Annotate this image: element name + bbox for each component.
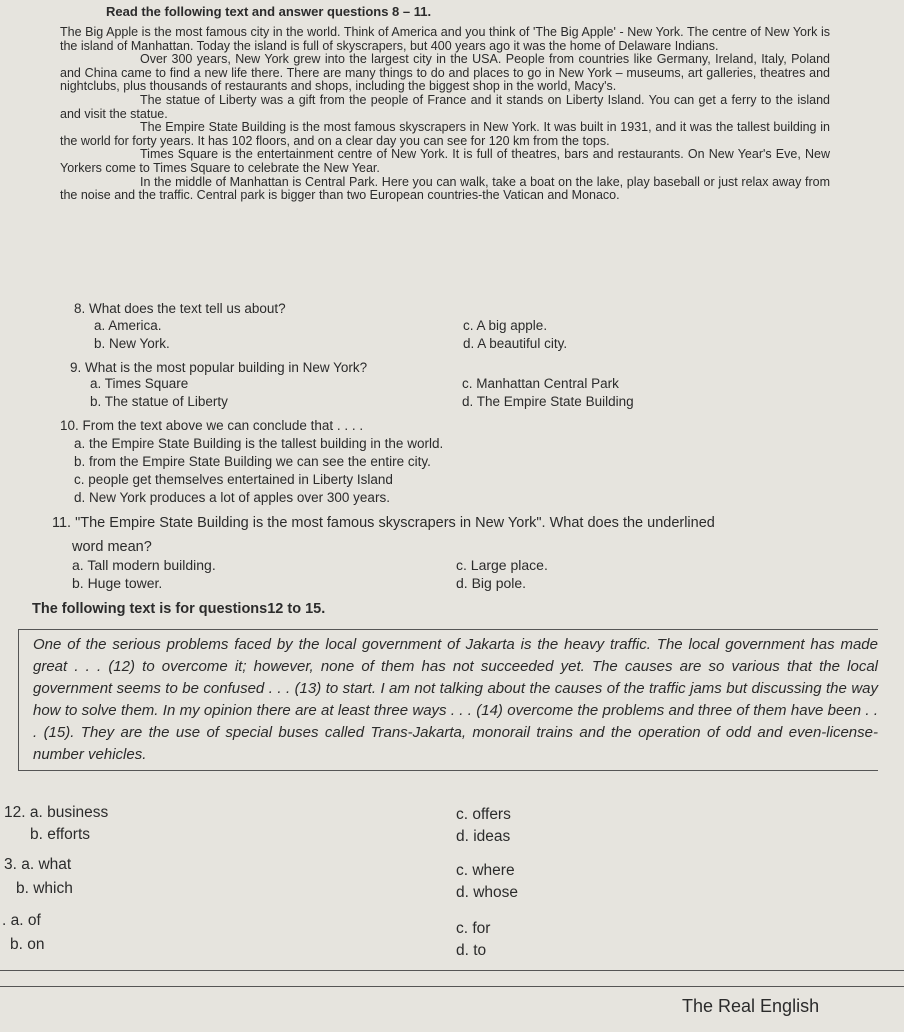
q12-option-b: b. efforts <box>30 826 91 843</box>
passage-paragraph-5: Times Square is the entertainment centre of New York. It is full of theatres, bars and restaurants. On New Year's Eve, New Yorkers come to Times Square to celebrate the New Year. <box>60 147 830 175</box>
q11-option-d: d. Big pole. <box>456 575 527 591</box>
q9-option-d: d. The Empire State Building <box>462 394 634 409</box>
q9-option-b: b. The statue of Liberty <box>90 394 228 409</box>
q14-option-d: d. to <box>456 942 487 959</box>
q14-option-a: . a. of <box>2 912 41 929</box>
q12-option-d: d. ideas <box>456 828 511 845</box>
q11-option-a: a. Tall modern building. <box>72 557 216 573</box>
q11-option-c: c. Large place. <box>456 557 548 573</box>
footer-brand: The Real English <box>682 996 820 1016</box>
q13-option-c: c. where <box>456 862 515 879</box>
q8-option-b: b. New York. <box>94 336 170 351</box>
question-10: 10. From the text above we can conclude that . . . . <box>60 418 364 433</box>
q12-option-a: 12. a. business <box>4 804 109 821</box>
q8-option-d: d. A beautiful city. <box>463 336 568 351</box>
reading-passage <box>60 26 830 203</box>
q13-option-d: d. whose <box>456 884 519 901</box>
question-9: 9. What is the most popular building in New York? <box>70 360 368 375</box>
q10-option-b: b. from the Empire State Building we can see the entire city. <box>74 454 431 469</box>
passage-paragraph-4: The Empire State Building is the most famous skyscrapers in New York. It was built in 1931, and it was the tallest building in the world for forty years. It has 102 floors, and on a clear day you can see for 120 km from the tops. <box>60 120 830 148</box>
question-11-cont: word mean? <box>72 539 152 555</box>
q9-option-a: a. Times Square <box>90 376 189 391</box>
question-11: 11. "The Empire State Building is the most famous skyscrapers in New York". What does the underlined <box>52 515 715 531</box>
q10-option-d: d. New York produces a lot of apples over 300 years. <box>74 490 390 505</box>
text2-box: One of the serious problems faced by the local government of Jakarta is the heavy traffic. The local government has made great . . . (12) to overcome it; however, none of them has not succeeded yet. The causes are so various that the local government seems to be confused . . . (13) to start. I am not talking about the causes of the traffic jams but discussing the way how to solve them. In my opinion there are at least three ways . . . (14) overcome the problems and three of them have been . . . (15). They are the use of special buses called Trans-Jakarta, monorail trains and the operation of odd and even-license-number vehicles. <box>18 629 878 771</box>
q13-option-a: 3. a. what <box>4 856 72 873</box>
q11-option-b: b. Huge tower. <box>72 575 163 591</box>
q10-option-c: c. people get themselves entertained in Liberty Island <box>74 472 393 487</box>
passage-paragraph-6: In the middle of Manhattan is Central Park. Here you can walk, take a boat on the lake, play baseball or just relax away from the noise and the traffic. Central park is bigger than two European countries-the Vatican and Monaco. <box>60 174 830 203</box>
text2-title: The following text is for questions12 to 15. <box>32 601 326 617</box>
divider-line-1 <box>0 970 904 971</box>
question-8: 8. What does the text tell us about? <box>74 301 286 316</box>
passage-paragraph-1: The Big Apple is the most famous city in the world. Think of America and you think of 'The Big Apple' - New York. The centre of New York is the island of Manhattan. Today the island is full of skyscrapers, but 400 years ago it was the home of Delaware Indians. <box>60 25 830 53</box>
instruction-heading: Read the following text and answer questions 8 – 11. <box>106 4 432 19</box>
q9-option-c: c. Manhattan Central Park <box>462 376 619 391</box>
passage-paragraph-2: Over 300 years, New York grew into the largest city in the USA. People from countries like Germany, Ireland, Italy, Poland and China came to find a new life there. There are many things to do and places to go in New York – museums, art galleries, theatres and nightclubs, plus thousands of restaurants and shops, including the biggest shop in the world, Macy's. <box>60 52 830 94</box>
q8-option-c: c. A big apple. <box>463 318 548 333</box>
passage-paragraph-3: The statue of Liberty was a gift from the people of France and it stands on Liberty Island. You can get a ferry to the island and visit the statue. <box>60 92 830 121</box>
q14-option-c: c. for <box>456 920 491 937</box>
q14-option-b: b. on <box>10 936 45 953</box>
q12-option-c: c. offers <box>456 806 511 823</box>
q13-option-b: b. which <box>16 880 73 897</box>
q10-option-a: a. the Empire State Building is the tallest building in the world. <box>74 436 444 451</box>
q8-option-a: a. America. <box>94 318 162 333</box>
divider-line-2 <box>0 986 904 987</box>
